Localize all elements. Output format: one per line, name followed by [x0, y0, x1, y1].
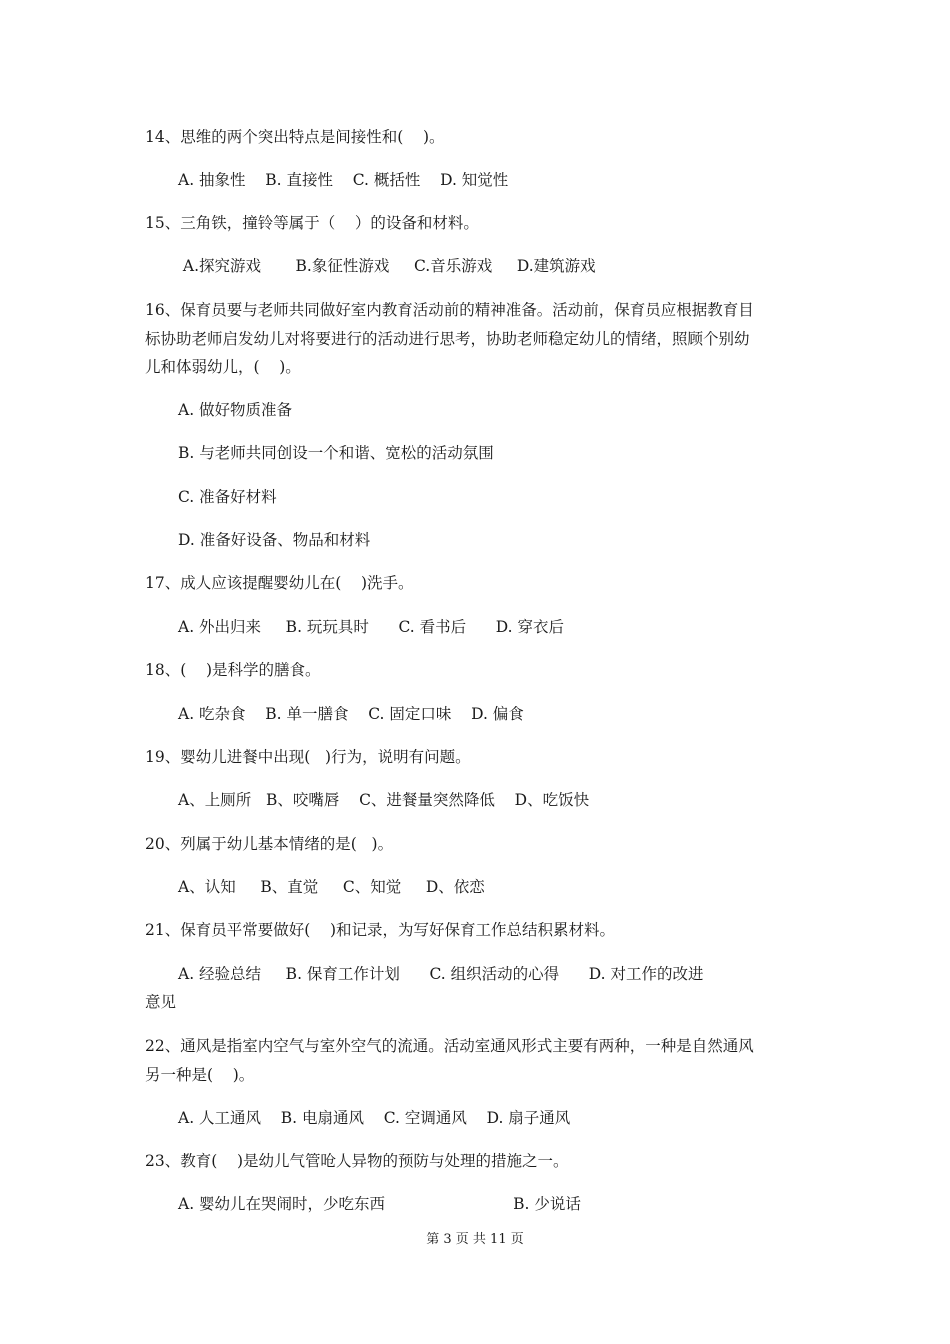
question-20-options: A、认知 B、直觉 C、知觉 D、依恋 — [178, 878, 485, 896]
question-20: 20、列属于幼儿基本情绪的是( )。 — [145, 835, 394, 853]
question-16-line-2: 标协助老师启发幼儿对将要进行的活动进行思考，协助老师稳定幼儿的情绪，照顾个别幼 — [145, 330, 750, 348]
question-18-options: A. 吃杂食 B. 单一膳食 C. 固定口味 D. 偏食 — [178, 705, 524, 723]
question-16-option-b: B. 与老师共同创设一个和谐、宽松的活动氛围 — [178, 444, 494, 462]
question-23-options: A. 婴幼儿在哭闹时，少吃东西 B. 少说话 — [178, 1195, 581, 1213]
question-22-options: A. 人工通风 B. 电扇通风 C. 空调通风 D. 扇子通风 — [178, 1109, 571, 1127]
question-19-options: A、上厕所 B、咬嘴唇 C、进餐量突然降低 D、吃饭快 — [178, 791, 590, 809]
question-18: 18、( )是科学的膳食。 — [145, 661, 321, 679]
question-16-line-1: 16、保育员要与老师共同做好室内教育活动前的精神准备。活动前，保育员应根据教育目 — [145, 301, 754, 319]
question-23: 23、教育( )是幼儿气管呛人异物的预防与处理的措施之一。 — [145, 1152, 569, 1170]
question-16-option-d: D. 准备好设备、物品和材料 — [178, 531, 371, 549]
question-21-options: A. 经验总结 B. 保育工作计划 C. 组织活动的心得 D. 对工作的改进 — [178, 965, 704, 983]
question-21-options-continuation: 意见 — [145, 993, 177, 1011]
question-15-options: A.探究游戏 B.象征性游戏 C.音乐游戏 D.建筑游戏 — [178, 257, 596, 275]
question-17-options: A. 外出归来 B. 玩玩具时 C. 看书后 D. 穿衣后 — [178, 618, 564, 636]
question-22-line-2: 另一种是( )。 — [145, 1066, 255, 1084]
question-17: 17、成人应该提醒婴幼儿在( )洗手。 — [145, 574, 414, 592]
question-16-option-c: C. 准备好材料 — [178, 488, 277, 506]
question-14-options: A. 抽象性 B. 直接性 C. 概括性 D. 知觉性 — [178, 171, 509, 189]
question-14: 14、思维的两个突出特点是间接性和( )。 — [145, 128, 445, 146]
question-19: 19、婴幼儿进餐中出现( )行为，说明有问题。 — [145, 748, 471, 766]
question-22-line-1: 22、通风是指室内空气与室外空气的流通。活动室通风形式主要有两种，一种是自然通风 — [145, 1037, 754, 1055]
question-21: 21、保育员平常要做好( )和记录，为写好保育工作总结积累材料。 — [145, 921, 616, 939]
question-16-line-3: 儿和体弱幼儿，( )。 — [145, 358, 301, 376]
page-number-footer: 第 3 页 共 11 页 — [426, 1232, 524, 1247]
question-15: 15、三角铁，撞铃等属于（ ）的设备和材料。 — [145, 214, 479, 232]
question-16-option-a: A. 做好物质准备 — [178, 401, 293, 419]
